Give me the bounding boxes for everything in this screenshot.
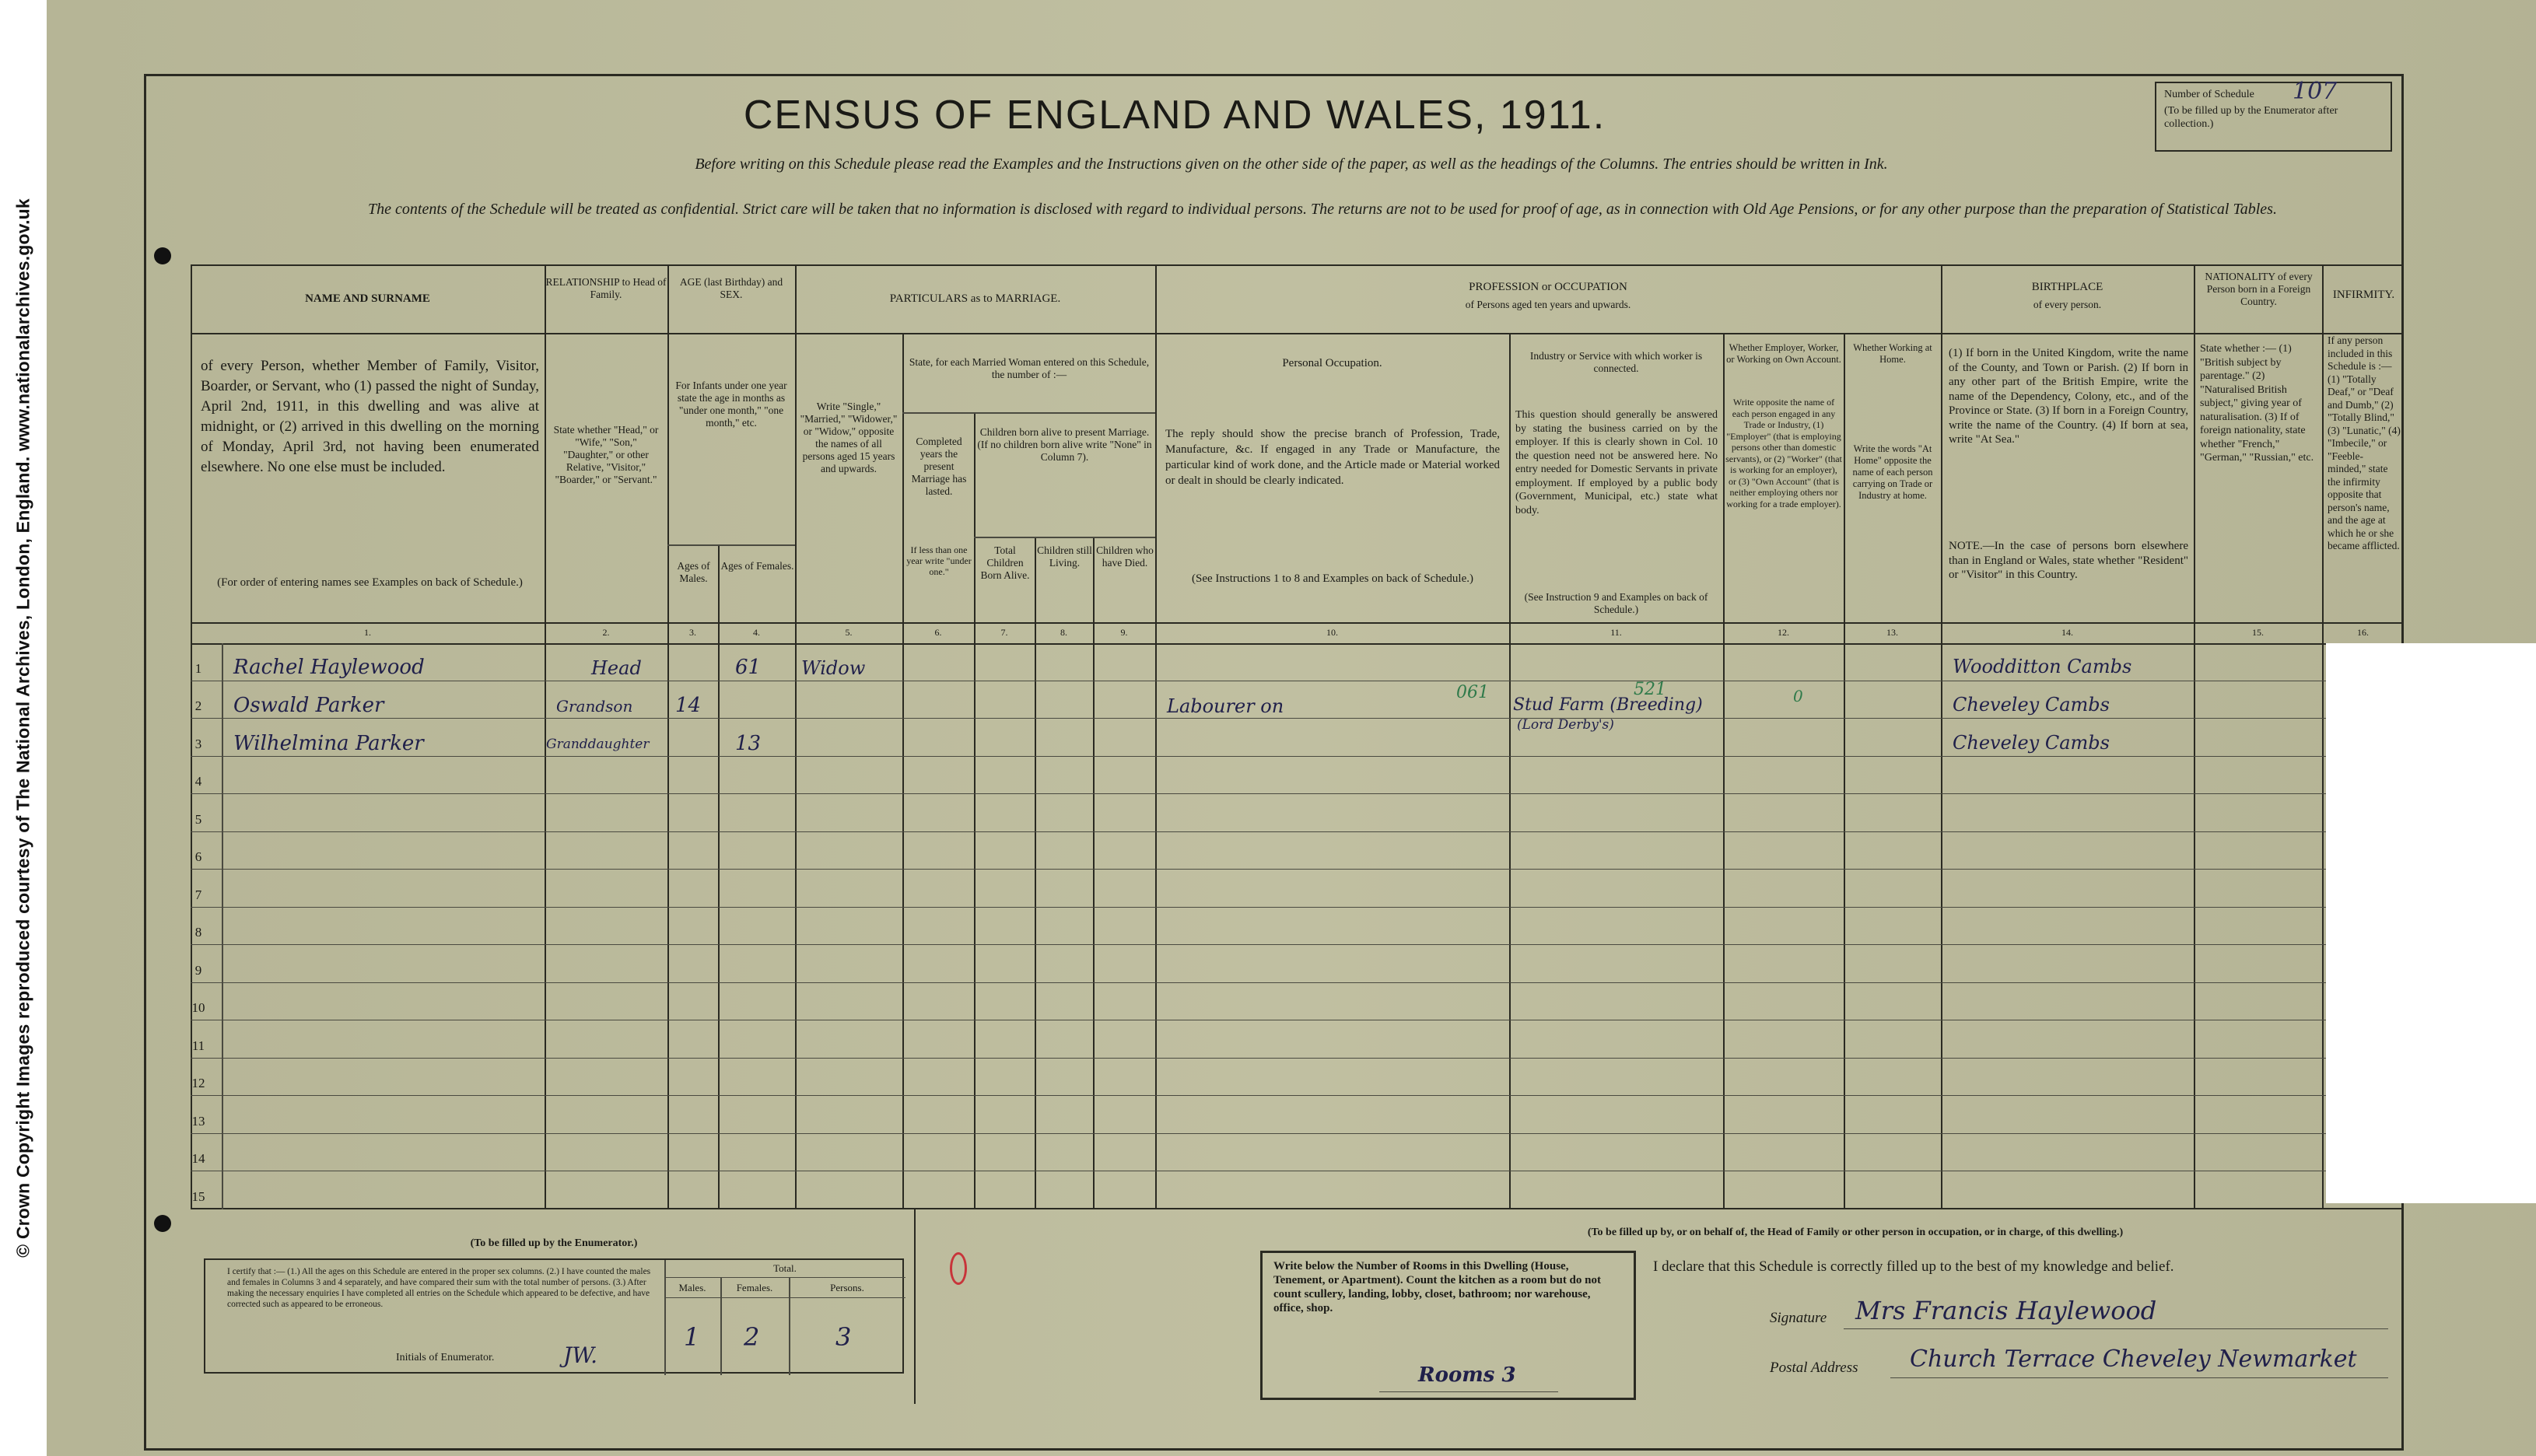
row-number: 12 <box>191 1076 205 1090</box>
schedule-number: 107 <box>2293 78 2338 105</box>
column-number: 2. <box>602 627 610 638</box>
row-rule <box>191 944 2404 945</box>
males-label: Males. <box>678 1282 706 1293</box>
total-females: 2 <box>744 1322 760 1352</box>
row-number: 6 <box>194 849 202 864</box>
header-age: AGE (last Birthday) and SEX. <box>679 276 783 300</box>
rooms-instruction: Write below the Number of Rooms in this Dwelling (House, Tenement, or Apartment). Count the kitchen as a room but do not count scullery, landing, lobby, closet, bathroom; nor warehouse, office, shop. <box>1273 1260 1601 1314</box>
entry-birthplace: Cheveley Cambs <box>1953 694 2110 716</box>
row-number: 5 <box>194 812 202 827</box>
athome-description: Write the words "At Home" opposite the name of each person carrying on Trade or Industry at home. <box>1852 443 1933 501</box>
children-sub-rule <box>974 537 1155 538</box>
row-rule <box>191 1058 2404 1059</box>
entry-birthplace: Woodditton Cambs <box>1953 656 2132 677</box>
row-rule <box>191 869 2404 870</box>
col-rule <box>1941 264 1942 1209</box>
col-rule <box>2322 264 2324 1209</box>
still-living-label: Children still Living. <box>1037 544 1092 569</box>
enumerator-heading: (To be filled up by the Enumerator.) <box>470 1237 638 1249</box>
column-number: 15. <box>2252 627 2264 638</box>
relationship-description: State whether "Head," or "Wife," "Son," "Daughter," or other Relative, "Visitor," "Boarder," or "Servant." <box>553 424 659 485</box>
col-rule <box>1723 333 1725 1209</box>
col-rule <box>718 544 720 1209</box>
declaration-text: I declare that this Schedule is correctly filled up to the best of my knowledge and belief. <box>1653 1258 2174 1275</box>
row-number: 1 <box>194 661 202 676</box>
col-rule <box>1844 333 1845 1209</box>
signature-label: Signature <box>1770 1310 1827 1326</box>
birthplace-note: NOTE.—In the case of persons born elsewhere than in England or Wales, state whether "Resident" or "Visitor" in this Country. <box>1949 540 2188 581</box>
row-number: 13 <box>191 1114 205 1129</box>
entry-industry: Stud Farm (Breeding) <box>1513 695 1703 715</box>
entry-name: Wilhelmina Parker <box>233 732 424 755</box>
header-birthplace-sub: of every person. <box>2033 299 2102 310</box>
column-number: 1. <box>364 627 371 638</box>
certificate-text: I certify that :— (1.) All the ages on this Schedule are entered in the proper sex columns. (2.) I have counted the males and females in Columns 3 and 4 separately, and have compared their sum with the total number of persons. (3.) After making the necessary enquiries I have completed all entries on the Schedule which appeared to be defective, and have corrected such as appeared to be erroneous. <box>227 1267 651 1309</box>
rooms-rule <box>1379 1391 1558 1392</box>
industry-description: This question should generally be answered by stating the business carried on by the employer. If this is clearly shown in Col. 10 the question need not be answered here. No entry needed for Domestic Servants in private employment. If employed by a public body (Government, Municipal, etc.) state what body. <box>1515 409 1718 516</box>
signature-rule <box>1844 1328 2388 1329</box>
column-number: 4. <box>753 627 760 638</box>
total-males: 1 <box>684 1322 700 1352</box>
entry-age-female: 13 <box>735 732 762 755</box>
col-rule <box>974 412 976 1209</box>
row-number: 2 <box>194 698 202 713</box>
married-woman-label: State, for each Married Woman entered on this Schedule, the number of :— <box>909 356 1150 380</box>
entry-relationship: Granddaughter <box>546 737 650 752</box>
col-rule <box>667 264 669 1209</box>
row-number: 8 <box>194 925 202 940</box>
address-label: Postal Address <box>1770 1360 1858 1376</box>
name-description: of every Person, whether Member of Family, Visitor, Boarder, or Servant, who (1) passed the night of Sunday, April 2nd, 1911, in this dwelling and was alive at midnight, or (2) arrived in this dwelling on the morning of Monday, April 3rd, not having been enumerated elsewhere. No one else must be included. <box>201 358 539 475</box>
entry-birthplace: Cheveley Cambs <box>1953 732 2110 754</box>
column-number: 14. <box>2061 627 2073 638</box>
industry-label: Industry or Service with which worker is connected. <box>1529 350 1703 374</box>
row-number: 15 <box>191 1189 205 1204</box>
nationality-description: State whether :— (1) "British subject by parentage." (2) "Naturalised British subject," giving year of naturalisation. (3) If of foreign nationality, state whether "French," "German," "Russian," etc. <box>2200 343 2314 464</box>
column-number-rule <box>191 643 2404 645</box>
column-number: 3. <box>689 627 696 638</box>
header-name: NAME AND SURNAME <box>305 292 430 305</box>
initials-label: Initials of Enumerator. <box>396 1352 495 1363</box>
address-rule <box>1890 1377 2388 1378</box>
row-number: 4 <box>194 774 202 789</box>
entry-occupation-code: 061 <box>1456 683 1489 702</box>
row-rule <box>191 756 2404 757</box>
total-persons: 3 <box>835 1322 852 1352</box>
age-description: For Infants under one year state the age in months as "under one month," "one month," etc. <box>675 380 787 429</box>
entry-name: Oswald Parker <box>233 694 384 717</box>
entry-age-female: 61 <box>735 656 762 679</box>
signature-value: Mrs Francis Haylewood <box>1855 1296 2157 1325</box>
column-number: 10. <box>1326 627 1338 638</box>
column-number: 9. <box>1120 627 1128 638</box>
copyright-credit: © Crown Copyright Images reproduced courtesy of The National Archives, London, England. www.nationalarchives.gov.uk <box>0 0 47 1456</box>
entry-age-male: 14 <box>675 694 702 717</box>
age-sub-rule <box>667 544 795 546</box>
entry-relationship: Grandson <box>556 697 633 716</box>
ages-males-label: Ages of Males. <box>677 560 710 584</box>
head-of-family-heading: (To be filled up by, or on behalf of, the Head of Family or other person in occupation, or in charge, of this dwelling.) <box>1587 1227 2124 1238</box>
industry-note: (See Instruction 9 and Examples on back of Schedule.) <box>1524 591 1708 615</box>
header-bottom-rule <box>191 622 2404 624</box>
column-number: 11. <box>1610 627 1622 638</box>
birthplace-description: (1) If born in the United Kingdom, write the name of the County, and Town or Parish. (2) If born in any other part of the British Empire, write the name of the Dependency, Colony, etc., and of the Province or State. (3) If born in a Foreign Country, write the name of the Country. (4) If born at sea, write "At Sea." <box>1949 347 2188 446</box>
row-number: 14 <box>191 1151 205 1166</box>
entry-relationship: Head <box>591 657 642 679</box>
total-label: Total. <box>773 1262 797 1274</box>
header-profession: PROFESSION or OCCUPATION <box>1469 281 1627 293</box>
column-number: 12. <box>1778 627 1789 638</box>
years-married-label: Completed years the present Marriage has lasted. <box>911 436 967 497</box>
entry-industry-code: 521 <box>1634 680 1666 699</box>
section-divider <box>914 1209 916 1404</box>
entry-marital: Widow <box>801 657 866 679</box>
col-rule <box>2194 264 2195 1209</box>
ages-females-label: Ages of Females. <box>720 560 794 572</box>
females-label: Females. <box>736 1282 773 1293</box>
rooms-box <box>1260 1251 1636 1400</box>
col-rule <box>1155 264 1157 1209</box>
row-number: 7 <box>194 887 202 902</box>
schedule-number-label: Number of Schedule <box>2164 89 2254 100</box>
employer-description: Write opposite the name of each person engaged in any Trade or Industry, (1) "Employer" (that is employing persons other than domestic servants), or (2) "Worker" (that is working for an employer), or (3) "Own Account" (that is neither employing others nor working for a trade employer). <box>1725 397 1842 509</box>
years-married-note: If less than one year write "under one." <box>906 544 972 577</box>
personal-occupation-description: The reply should show the precise branch of Profession, Trade, Manufacture, &c. If engaged in any Trade or Manufacture, the particular kind of work done, and the Article made or Material worked or dealt in should be clearly indicated. <box>1165 428 1500 487</box>
row-number-rule <box>222 643 223 1209</box>
column-number: 6. <box>934 627 942 638</box>
cert-rule <box>664 1277 905 1278</box>
row-rule <box>191 793 2404 794</box>
enumerator-certificate <box>204 1258 904 1374</box>
cert-rule <box>664 1297 905 1298</box>
header-birthplace: BIRTHPLACE <box>2031 281 2103 293</box>
row-number: 10 <box>191 1000 205 1015</box>
table-top-rule <box>191 264 2404 266</box>
athome-label: Whether Working at Home. <box>1853 342 1932 365</box>
children-born-label: Children born alive to present Marriage. (If no children born alive write "None" in Column 7). <box>977 426 1152 463</box>
header-rule <box>191 333 2404 334</box>
total-born-label: Total Children Born Alive. <box>980 544 1030 581</box>
instruction-ink: Before writing on this Schedule please read the Examples and the Instructions given on the other side of the paper, as well as the headings of the Columns. The entries should be written in Ink. <box>695 156 1888 173</box>
marital-description: Write "Single," "Married," "Widower," or "Widow," opposite the names of all persons aged 15 years and upwards. <box>800 401 898 474</box>
row-number: 11 <box>191 1038 205 1053</box>
entry-industry-sub: (Lord Derby's) <box>1517 717 1614 733</box>
instruction-confidential: The contents of the Schedule will be treated as confidential. Strict care will be taken that no information is disclosed with regard to individual persons. The returns are not to be used for proof of age, as in connection with Old Age Pensions, or for any other purpose than the preparation of Statistical Tables. <box>368 201 2277 218</box>
schedule-number-note: (To be filled up by the Enumerator after collection.) <box>2164 105 2338 130</box>
personal-occupation-note: (See Instructions 1 to 8 and Examples on back of Schedule.) <box>1192 572 1473 585</box>
red-pencil-mark <box>950 1252 967 1285</box>
row-rule <box>191 1095 2404 1096</box>
table-bottom-rule <box>191 1208 2404 1209</box>
name-note: (For order of entering names see Examples on back of Schedule.) <box>217 576 523 589</box>
employer-label: Whether Employer, Worker, or Working on Own Account. <box>1726 342 1841 365</box>
header-profession-sub: of Persons aged ten years and upwards. <box>1465 299 1631 310</box>
row-rule <box>191 831 2404 832</box>
entry-employer: 0 <box>1793 687 1803 705</box>
rooms-value: Rooms 3 <box>1418 1363 1516 1387</box>
page-title: CENSUS OF ENGLAND AND WALES, 1911. <box>743 93 1606 138</box>
address-value: Church Terrace Cheveley Newmarket <box>1910 1346 2357 1373</box>
column-number: 16. <box>2357 627 2369 638</box>
entry-occupation: Labourer on <box>1167 695 1284 717</box>
column-number: 7. <box>1000 627 1008 638</box>
row-number: 9 <box>194 963 202 978</box>
entry-name: Rachel Haylewood <box>233 656 425 679</box>
children-died-label: Children who have Died. <box>1096 544 1154 569</box>
row-rule <box>191 907 2404 908</box>
header-marriage: PARTICULARS as to MARRIAGE. <box>889 292 1061 305</box>
column-number: 8. <box>1060 627 1067 638</box>
persons-label: Persons. <box>830 1282 864 1293</box>
row-number: 3 <box>194 737 202 751</box>
personal-occupation-label: Personal Occupation. <box>1282 357 1382 369</box>
row-rule <box>191 1133 2404 1134</box>
col-rule <box>1509 333 1511 1209</box>
col-rule <box>795 264 797 1209</box>
header-relationship: RELATIONSHIP to Head of Family. <box>545 276 667 300</box>
declaration-area <box>1645 1251 2404 1400</box>
enumerator-initials: JW. <box>563 1342 598 1368</box>
column-number: 13. <box>1886 627 1898 638</box>
schedule-number-box <box>2155 78 2392 152</box>
row-rule <box>191 718 2404 719</box>
header-infirmity: INFIRMITY. <box>2332 289 2395 301</box>
header-nationality: NATIONALITY of every Person born in a Foreign Country. <box>2205 271 2313 307</box>
redaction-block <box>2326 643 2536 1203</box>
column-number: 5. <box>845 627 853 638</box>
row-rule <box>191 982 2404 983</box>
marriage-sub-rule <box>902 412 1155 414</box>
infirmity-description: If any person included in this Schedule is :— (1) "Totally Deaf," or "Deaf and Dumb," (2) "Totally Blind," (3) "Lunatic," (4) "Imbecile," or "Feeble-minded," state the infirmity opposite that person's name, and the age at which he or she became afflicted. <box>2328 334 2401 551</box>
